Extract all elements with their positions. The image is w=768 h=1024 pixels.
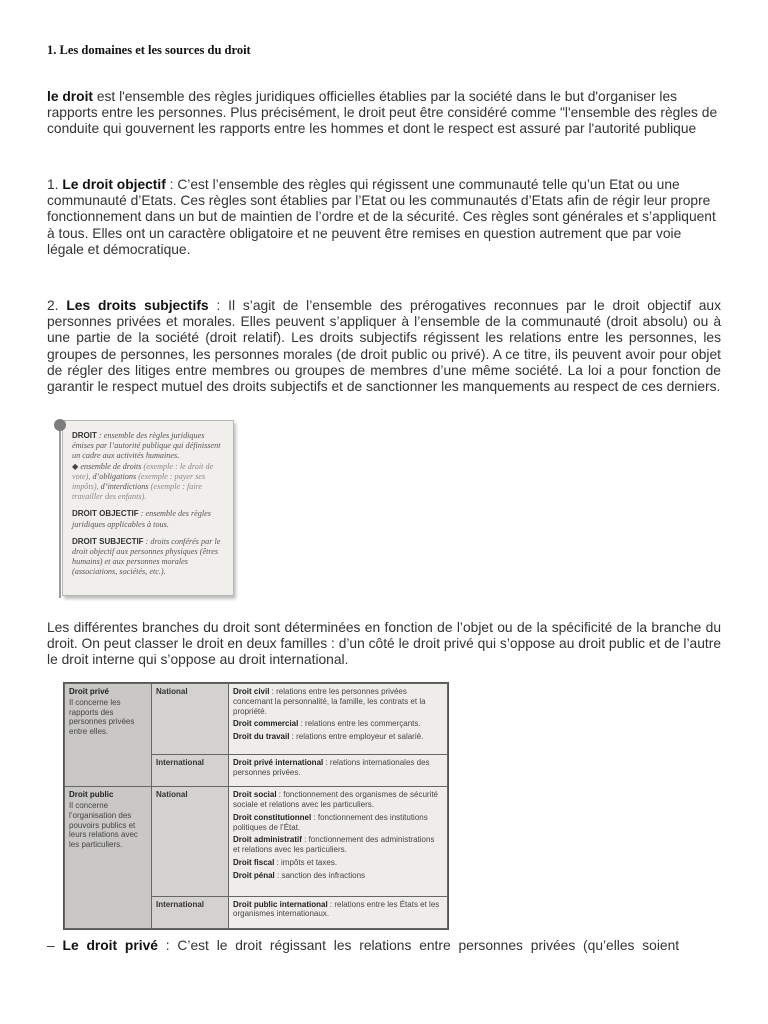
- list-item: Droit social : fonctionnement des organismes de sécurité sociale et relations avec les particuliers.: [233, 790, 438, 809]
- subjectif-text: : Il s’agit de l’ensemble des prérogatives reconnues par le droit objectif aux personnes privées et morales. Elles peuvent s’appliquer à l’ensemble de la communauté (droit absolu) ou à une partie de la société (droit relatif). Les droits subjectifs régissent les relations entre les personnes, les groupes de personnes, les personnes morales (de droit public ou privé). A ce titre, ils peuvent avoir pour objet de régler des litiges entre membres ou groupes de membres d’une même société. La loi a pour fonction de garantir le respect mutuel des droits subjectifs et de sanctionner les manquements au respect de ces derniers.: [47, 298, 722, 395]
- card-subjectif-def: : droits conférés par le droit objectif aux personnes physiques (êtres humains) et aux personnes morales (associations, sociétés, etc.).: [72, 536, 221, 577]
- list-item: Droit fiscal : impôts et taxes.: [233, 857, 338, 867]
- branches-paragraph: Les différentes branches du droit sont déterminées en fonction de l’objet ou de la spécificité de la branche du droit. On peut classer le droit en deux familles : d’un côté le droit privé qui s’oppose au droit public et de l’autre le droit interne qui s’oppose au droit international.: [47, 620, 721, 668]
- objectif-text: : C’est l’ensemble des règles qui régissent une communauté telle qu’un Etat ou une communauté d’Etats. Ces règles sont établies par l’Etat ou les communautés d’Etats afin de régir leur propre fonctionnement dans un but de maintien de l’ordre et de la sécurité. Ces règles sont générales et s’appliquent à tous. Elles ont un caractère obligatoire et ne peuvent être remises en question autrement que par voie légale et démocratique.: [47, 177, 716, 257]
- subjectif-term: Les droits subjectifs: [66, 298, 209, 313]
- public-national-detail: [229, 787, 448, 897]
- intro-text: est l'ensemble des règles juridiques officielles établies par la société dans le but d'organiser les rapports entre les personnes. Plus précisément, le droit peut être considéré comme "l'ensemble des règles de conduite qui gouvernent les rapports entre les hommes et dont le respect est assuré par l'autorité publique: [47, 89, 718, 137]
- prive-desc: Il concerne les rapports des personnes privées entre elles.: [69, 697, 135, 737]
- card-subjectif-block: [72, 537, 225, 578]
- list-item: Droit commercial : relations entre les commerçants.: [233, 719, 421, 729]
- droits-subjectifs-paragraph: [47, 298, 721, 395]
- public-national-label: National: [152, 787, 229, 897]
- prive-international-label: International: [152, 754, 229, 786]
- prive-text: : C’est le droit régissant les relations entre personnes privées (qu’elles soient: [157, 938, 680, 953]
- table-row: [65, 684, 448, 755]
- card-pin-icon: [54, 419, 66, 431]
- prive-international-detail: [229, 754, 448, 786]
- branches-table-image: [63, 682, 449, 930]
- list-item: Droit public international : relations entre les États et les organismes internationaux.: [233, 899, 440, 919]
- card-objectif-term: DROIT OBJECTIF: [72, 509, 139, 519]
- card-objectif-def: : ensemble des règles juridiques applicables à tous.: [72, 509, 211, 529]
- public-international-label: International: [152, 896, 229, 928]
- prive-term: Le droit privé: [62, 938, 158, 953]
- card-pin-stem: [59, 430, 61, 598]
- list-item: Droit constitutionnel : fonctionnement des institutions politiques de l’État.: [233, 812, 428, 832]
- list-item: Droit pénal : sanction des infractions: [233, 870, 366, 880]
- card-droits-ex: (exemple : le droit de vote),: [72, 461, 214, 481]
- public-desc: Il concerne l’organisation des pouvoirs publics et leurs relations avec les particuliers.: [69, 800, 138, 850]
- prive-national-label: National: [152, 684, 229, 755]
- card-droit-term: DROIT: [72, 431, 97, 440]
- list-item: Droit civil : relations entre les personnes privées concernant la personnalité, la famille, les contrats et la propriété.: [233, 687, 426, 716]
- prive-national-detail: [229, 684, 448, 755]
- card-interdictions-term: d’interdictions: [100, 482, 149, 492]
- objectif-term: Le droit objectif: [62, 177, 166, 192]
- card-interdictions-ex: (exemple : faire travailler des enfants).: [72, 482, 203, 502]
- card-obligations-ex: (exemple : payer ses impôts),: [72, 471, 206, 492]
- definitions-card-image: [62, 420, 234, 596]
- prive-title: Droit privé: [69, 687, 110, 696]
- card-subjectif-term: DROIT SUBJECTIF: [72, 536, 144, 546]
- card-obligations-term: d’obligations: [92, 471, 137, 481]
- prive-prefix: –: [47, 938, 63, 953]
- section-heading: 1. Les domaines et les sources du droit: [47, 43, 251, 57]
- public-family-cell: [65, 787, 152, 929]
- card-droits-term: ensemble de droits: [78, 461, 142, 471]
- intro-term: le droit: [47, 89, 93, 104]
- objectif-prefix: 1.: [47, 177, 63, 192]
- list-item: Droit privé international : relations internationales des personnes privées.: [233, 757, 430, 777]
- diamond-bullet-icon: ◆: [72, 461, 79, 471]
- table-row: [65, 787, 448, 897]
- public-title: Droit public: [69, 790, 114, 800]
- card-droit-def: : ensemble des règles juridiques émises par l’autorité publique qui définissent un cadre aux activités humaines.: [72, 431, 221, 461]
- droit-prive-paragraph: [47, 938, 721, 954]
- public-international-detail: [229, 896, 448, 928]
- branches-table: [64, 683, 448, 929]
- card-objectif-block: [72, 509, 225, 529]
- list-item: Droit administratif : fonctionnement des administrations et relations avec les particuliers.: [233, 835, 435, 855]
- droit-objectif-paragraph: [47, 177, 721, 258]
- prive-family-cell: [65, 684, 152, 787]
- card-droit-block: [72, 431, 225, 502]
- subjectif-prefix: 2.: [47, 298, 67, 313]
- intro-paragraph: [47, 89, 721, 138]
- list-item: Droit du travail : relations entre employeur et salarié.: [233, 732, 424, 742]
